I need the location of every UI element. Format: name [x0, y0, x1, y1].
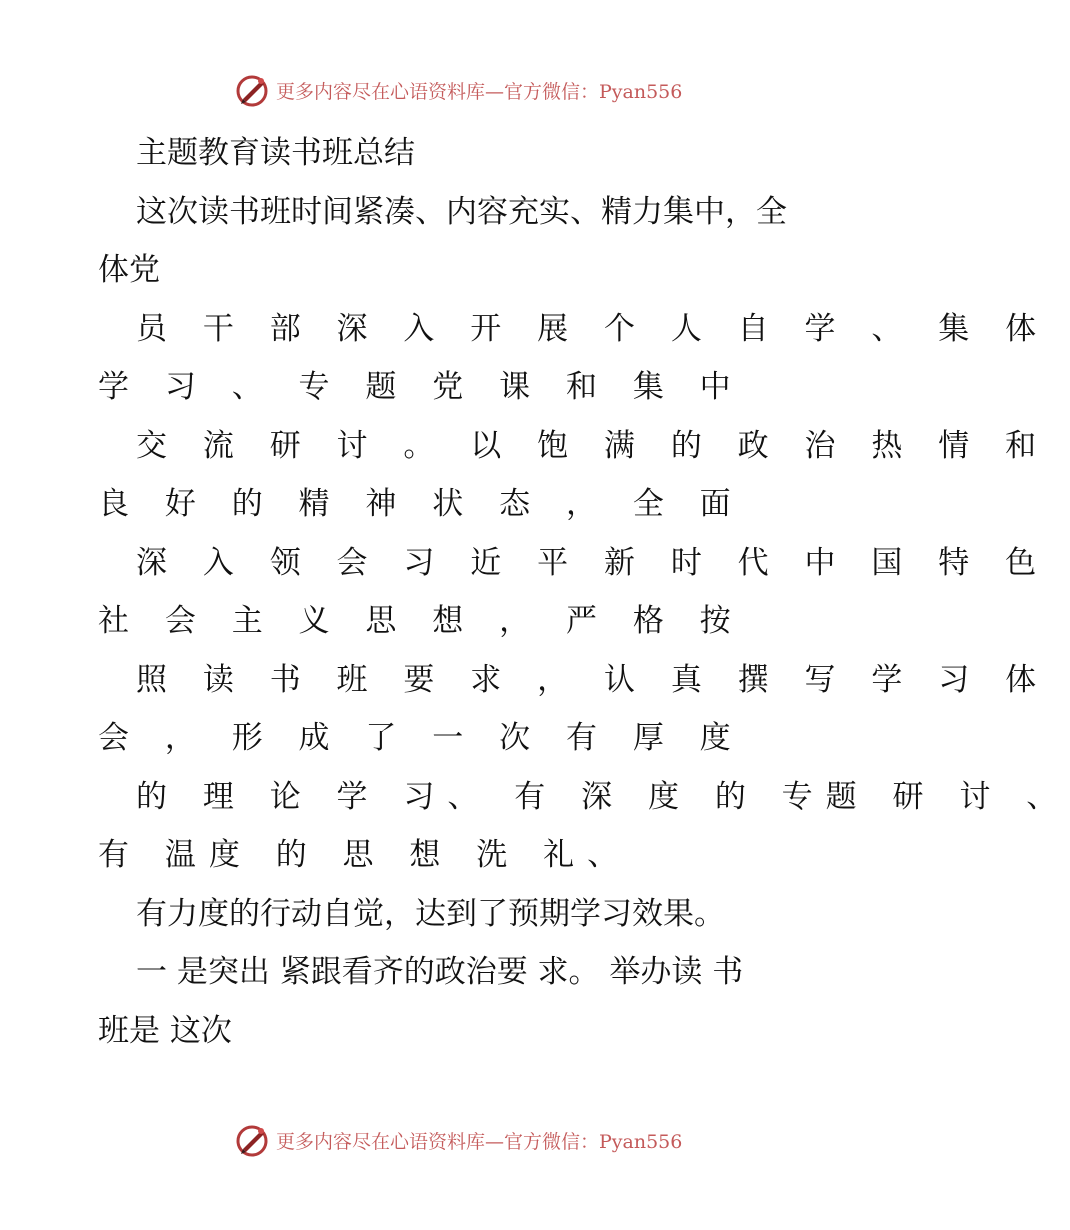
header-banner-text: 更多内容尽在心语资料库—官方微信：Pyan556	[276, 80, 683, 103]
paragraph-line: 交 流 研 讨 。 以 饱 满 的 政 治 热 情 和	[136, 427, 1050, 464]
paragraph-line: 深 入 领 会 习 近 平 新 时 代 中 国 特 色	[136, 544, 1050, 581]
paragraph-line: 体党	[98, 252, 160, 288]
footer-banner-text: 更多内容尽在心语资料库—官方微信：Pyan556	[276, 1130, 683, 1153]
paragraph-line: 的 理 论 学 习、 有 深 度 的 专题 研 讨 、	[136, 778, 1070, 815]
paragraph-line: 有 温度 的 思 想 洗 礼、	[98, 837, 632, 873]
paragraph-line: 班是 这次	[98, 1012, 232, 1049]
paragraph-line: 良 好 的 精 神 状 态 ， 全 面	[98, 486, 744, 522]
footer-banner	[0, 1118, 950, 1162]
pen-logo-icon	[234, 1122, 270, 1158]
paragraph-line: 学 习 、 专 题 党 课 和 集 中	[98, 369, 744, 405]
paragraph-line: 员 干 部 深 入 开 展 个 人 自 学 、 集 体	[136, 310, 1050, 347]
paragraph-line: 有力度的行动自觉，达到了预期学习效果。	[136, 895, 725, 932]
paragraph-line: 照 读 书 班 要 求 ， 认 真 撰 写 学 习 体	[136, 661, 1050, 698]
header-banner	[0, 68, 950, 112]
paragraph-line: 会 ， 形 成 了 一 次 有 厚 度	[98, 720, 744, 756]
paragraph-line: 社 会 主 义 思 想 ， 严 格 按	[98, 603, 744, 639]
paragraph-line: 这次读书班时间紧凑、内容充实、精力集中，全	[136, 193, 787, 230]
paragraph-line: 一 是突出 紧跟看齐的政治要 求。 举办读 书	[136, 954, 744, 990]
pen-logo-icon	[234, 72, 270, 108]
document-body	[98, 124, 1070, 1060]
document-title: 主题教育读书班总结	[136, 135, 415, 171]
